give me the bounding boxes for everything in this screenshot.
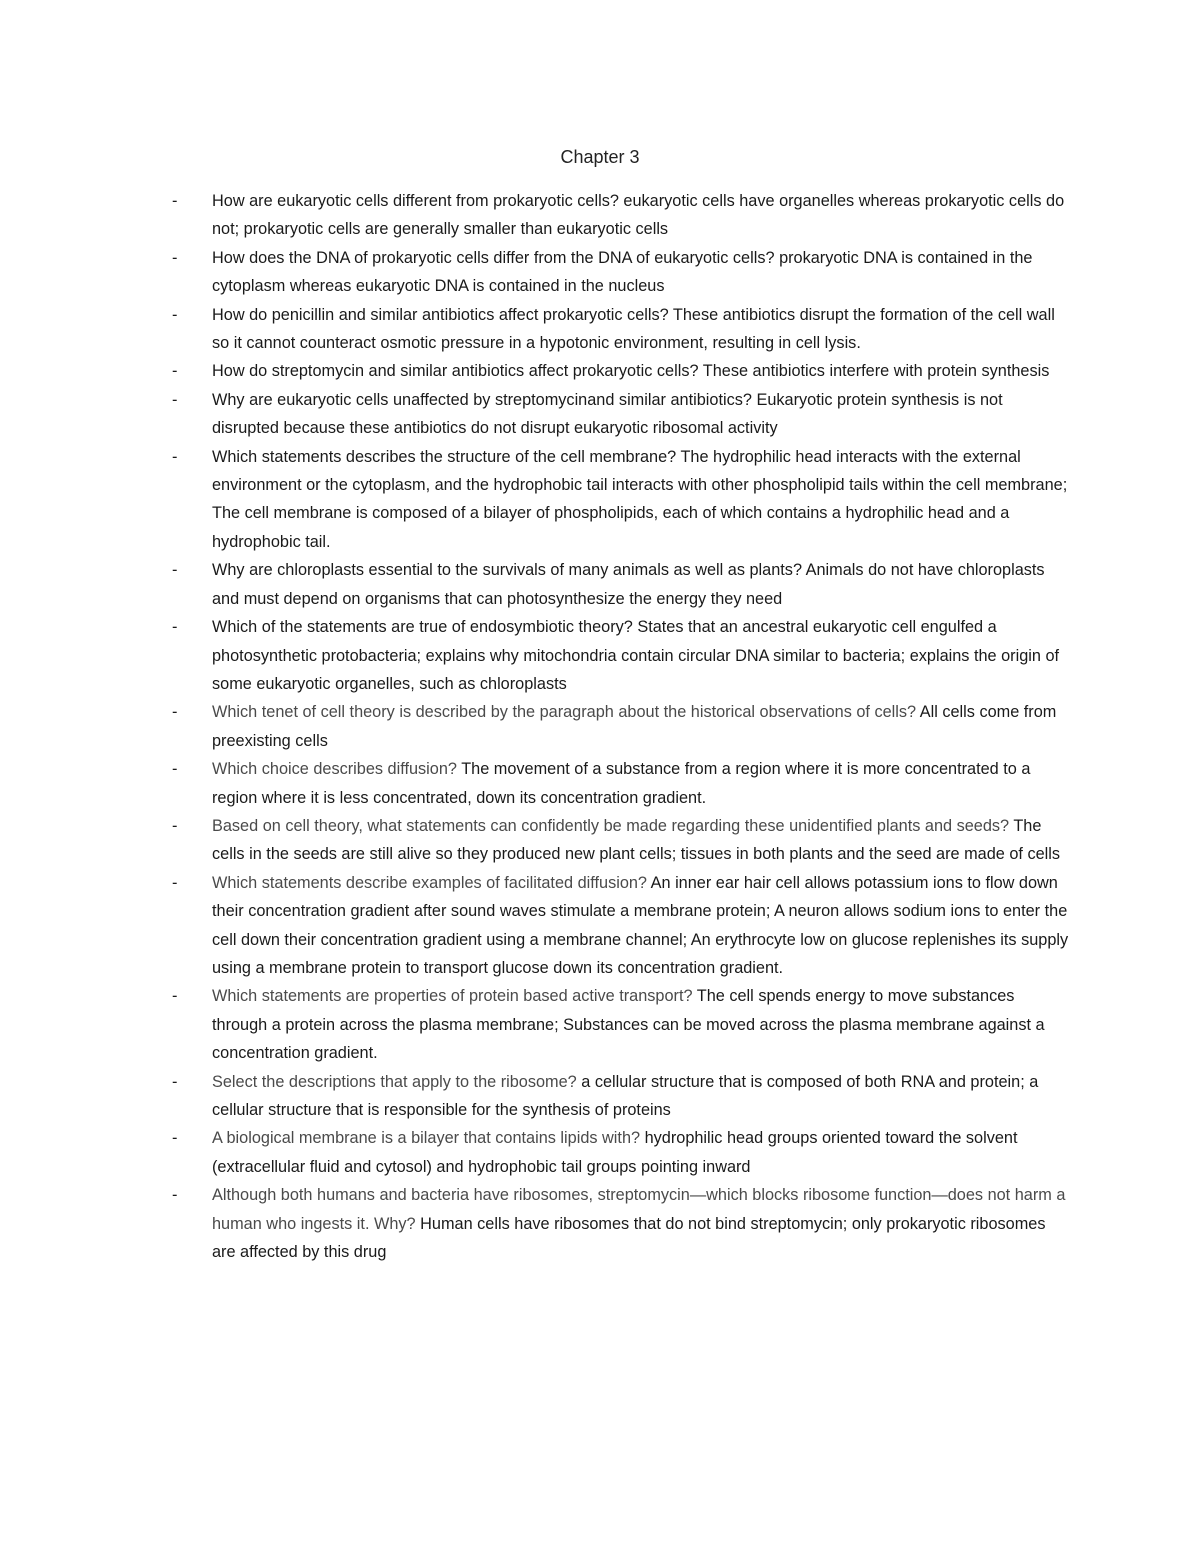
bullet-dash: - xyxy=(172,816,178,835)
list-item xyxy=(172,1068,1072,1125)
answer-text: Human cells have ribosomes that do not bind streptomycin; only prokaryotic ribosomes are affected by this drug xyxy=(212,1214,1046,1262)
list-item xyxy=(172,982,1072,1067)
bullet-dash: - xyxy=(172,1072,178,1091)
bullet-dash: - xyxy=(172,561,178,580)
bullet-dash: - xyxy=(172,390,178,409)
list-item xyxy=(172,443,1072,557)
answer-text: All cells come from preexisting cells xyxy=(212,703,1057,750)
list-item xyxy=(172,755,1072,812)
answer-text: The hydrophilic head interacts with the external environment or the cytoplasm, and the hydrophobic tail interacts with other phospholipid tails within the cell membrane; The cell membrane is composed of a bilayer of phospholipids, each of which contains a hydrophilic head and a hydrophobic tail. xyxy=(212,447,1068,551)
bullet-dash: - xyxy=(172,1129,178,1148)
answer-text: An inner ear hair cell allows potassium ions to flow down their concentration gradient after sound waves stimulate a membrane protein; A neuron allows sodium ions to enter the cell down their concentration gradient using a membrane channel; An erythrocyte low on glucose replenishes its supply using a membrane protein to transport glucose down its concentration gradient. xyxy=(212,873,1069,977)
bullet-dash: - xyxy=(172,618,178,637)
question-text: Which statements are properties of protein based active transport? xyxy=(212,987,693,1006)
question-text: Which choice describes diffusion? xyxy=(212,760,457,779)
answer-text: The cell spends energy to move substances through a protein across the plasma membrane; Substances can be moved across the plasma membrane against a concentration gradient. xyxy=(212,987,1045,1063)
list-item xyxy=(172,357,1072,385)
page-title: Chapter 3 xyxy=(560,147,640,167)
question-text: Select the descriptions that apply to the ribosome? xyxy=(212,1072,577,1091)
question-text: Based on cell theory, what statements can confidently be made regarding these unidentified plants and seeds? xyxy=(212,816,1010,835)
question-text: How do streptomycin and similar antibiotics affect prokaryotic cells? xyxy=(212,362,699,381)
question-text: A biological membrane is a bilayer that contains lipids with? xyxy=(212,1129,641,1148)
list-item xyxy=(172,386,1072,443)
bullet-dash: - xyxy=(172,192,178,210)
answer-text: States that an ancestral eukaryotic cell engulfed a photosynthetic protobacteria; explains why mitochondria contain circular DNA similar to bacteria; explains the origin of some eukaryotic organelles, such as chloroplasts xyxy=(212,618,1060,693)
question-text: Which statements describe examples of facilitated diffusion? xyxy=(212,873,647,892)
bullet-dash: - xyxy=(172,760,178,779)
list-item xyxy=(172,1124,1072,1181)
bullet-dash: - xyxy=(172,703,178,722)
question-text: Which of the statements are true of endosymbiotic theory? xyxy=(212,618,633,637)
question-text: Why are eukaryotic cells unaffected by streptomycinand similar antibiotics? xyxy=(212,390,752,409)
answer-text: The cells in the seeds are still alive so they produced new plant cells; tissues in both plants and the seed are made of cells xyxy=(212,816,1061,864)
list-item xyxy=(172,556,1072,613)
answer-text: Animals do not have chloroplasts and must depend on organisms that can photosynthesize the energy they need xyxy=(212,561,1045,608)
bullet-dash: - xyxy=(172,987,178,1006)
answer-text: Eukaryotic protein synthesis is not disrupted because these antibiotics do not disrupt eukaryotic ribosomal activity xyxy=(212,390,1003,438)
question-text: Which statements describes the structure of the cell membrane? xyxy=(212,447,677,466)
answer-text: The movement of a substance from a region where it is more concentrated to a region where it is less concentrated, down its concentration gradient. xyxy=(212,760,1031,807)
answer-text: These antibiotics disrupt the formation of the cell wall so it cannot counteract osmotic pressure in a hypotonic environment, resulting in cell lysis. xyxy=(212,305,1055,353)
list-item xyxy=(172,301,1072,358)
bullet-dash: - xyxy=(172,248,178,267)
qa-list xyxy=(172,187,1072,1266)
answer-text: prokaryotic DNA is contained in the cytoplasm whereas eukaryotic DNA is contained in the nucleus xyxy=(212,248,1033,296)
question-text: Although both humans and bacteria have ribosomes, streptomycin—which blocks ribosome function—does not harm a human who ingests it. Why? xyxy=(212,1186,1066,1233)
question-text: How does the DNA of prokaryotic cells differ from the DNA of eukaryotic cells? xyxy=(212,248,775,267)
bullet-dash: - xyxy=(172,305,178,324)
bullet-dash: - xyxy=(172,362,178,381)
bullet-dash: - xyxy=(172,1186,178,1205)
answer-text: a cellular structure that is composed of both RNA and protein; a cellular structure that is responsible for the synthesis of proteins xyxy=(212,1072,1039,1119)
list-item xyxy=(172,698,1072,755)
answer-text: These antibiotics interfere with protein synthesis xyxy=(702,362,1050,381)
answer-text: hydrophilic head groups oriented toward the solvent (extracellular fluid and cytosol) and hydrophobic tail groups pointing inward xyxy=(212,1129,1018,1176)
list-item xyxy=(172,1181,1072,1266)
answer-text: eukaryotic cells have organelles whereas prokaryotic cells do not; prokaryotic cells are generally smaller than eukaryotic cells xyxy=(212,192,1065,239)
list-item xyxy=(172,613,1072,698)
question-text: Which tenet of cell theory is described by the paragraph about the historical observations of cells? xyxy=(212,703,917,722)
question-text: How are eukaryotic cells different from prokaryotic cells? xyxy=(212,192,619,210)
list-item xyxy=(172,187,1072,244)
question-text: How do penicillin and similar antibiotics affect prokaryotic cells? xyxy=(212,305,669,324)
list-item xyxy=(172,244,1072,301)
question-text: Why are chloroplasts essential to the survivals of many animals as well as plants? xyxy=(212,561,803,580)
list-item xyxy=(172,812,1072,869)
bullet-dash: - xyxy=(172,873,178,892)
list-item xyxy=(172,869,1072,983)
bullet-dash: - xyxy=(172,447,178,466)
